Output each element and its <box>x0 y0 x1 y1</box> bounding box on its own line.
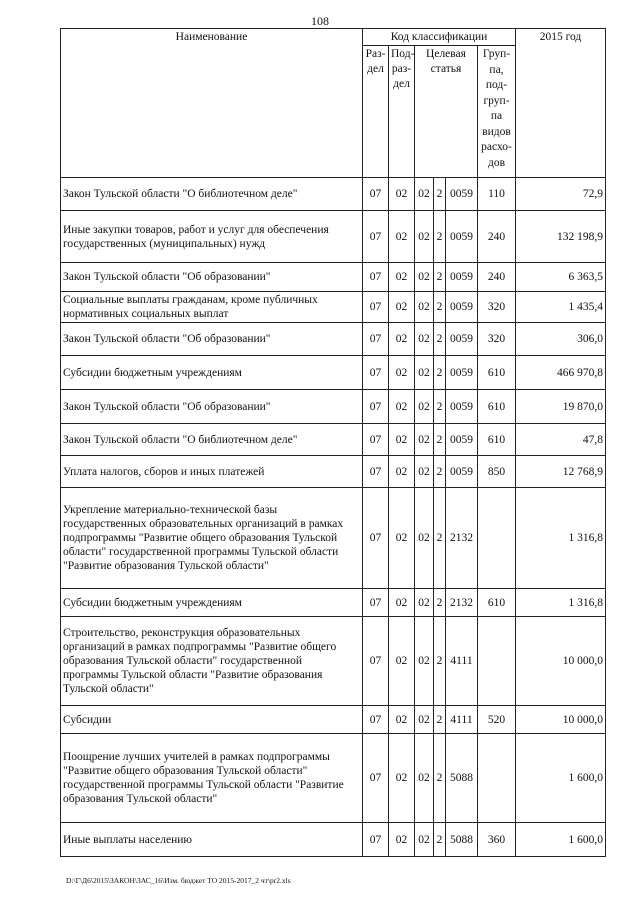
table-row <box>61 734 606 823</box>
row-amount: 47,8 <box>516 424 606 456</box>
row-target-1: 02 <box>415 706 434 734</box>
row-group: 320 <box>478 292 516 323</box>
row-subsection: 02 <box>389 211 415 263</box>
row-section: 07 <box>363 589 389 617</box>
row-group: 610 <box>478 356 516 390</box>
row-target-3: 5088 <box>446 823 478 857</box>
row-name: Строительство, реконструкция образовательных организаций в рамках подпрограммы "Развитие общего образования Тульской области" государственной программы Тульской области "Развитие образования Тульской области" <box>61 617 363 706</box>
table-row <box>61 211 606 263</box>
row-target-1: 02 <box>415 456 434 488</box>
row-target-1: 02 <box>415 323 434 356</box>
header-code: Код классификации <box>363 29 516 46</box>
row-subsection: 02 <box>389 390 415 424</box>
row-section: 07 <box>363 390 389 424</box>
row-section: 07 <box>363 617 389 706</box>
row-name: Уплата налогов, сборов и иных платежей <box>61 456 363 488</box>
row-amount: 19 870,0 <box>516 390 606 424</box>
row-target-2: 2 <box>434 323 446 356</box>
table-row <box>61 488 606 589</box>
row-target-3: 5088 <box>446 734 478 823</box>
row-group: 610 <box>478 390 516 424</box>
row-target-1: 02 <box>415 734 434 823</box>
row-group: 240 <box>478 263 516 292</box>
row-target-2: 2 <box>434 589 446 617</box>
row-name: Поощрение лучших учителей в рамках подпрограммы "Развитие общего образования Тульской области" государственной программы Тульской области "Развитие образования Тульской области" <box>61 734 363 823</box>
row-group <box>478 617 516 706</box>
row-target-3: 0059 <box>446 356 478 390</box>
row-amount: 466 970,8 <box>516 356 606 390</box>
row-target-2: 2 <box>434 734 446 823</box>
row-name: Закон Тульской области "Об образовании" <box>61 263 363 292</box>
row-group: 520 <box>478 706 516 734</box>
row-amount: 72,9 <box>516 178 606 211</box>
row-target-3: 0059 <box>446 390 478 424</box>
row-target-3: 0059 <box>446 456 478 488</box>
row-amount: 132 198,9 <box>516 211 606 263</box>
row-amount: 1 600,0 <box>516 823 606 857</box>
row-name: Укрепление материально-технической базы государственных образовательных организаций в рамках подпрограммы "Развитие общего образования Тульской области" государственной программы Тульской области "Развитие образования Тульской области" <box>61 488 363 589</box>
row-section: 07 <box>363 706 389 734</box>
row-section: 07 <box>363 263 389 292</box>
row-subsection: 02 <box>389 456 415 488</box>
row-target-3: 0059 <box>446 211 478 263</box>
row-name: Субсидии <box>61 706 363 734</box>
row-target-2: 2 <box>434 706 446 734</box>
row-subsection: 02 <box>389 323 415 356</box>
row-name: Социальные выплаты гражданам, кроме публичных нормативных социальных выплат <box>61 292 363 323</box>
row-group: 110 <box>478 178 516 211</box>
table-row <box>61 456 606 488</box>
row-target-1: 02 <box>415 390 434 424</box>
row-target-1: 02 <box>415 292 434 323</box>
table-row <box>61 617 606 706</box>
table-row <box>61 706 606 734</box>
table-row <box>61 390 606 424</box>
row-amount: 1 316,8 <box>516 589 606 617</box>
row-group: 610 <box>478 589 516 617</box>
row-target-1: 02 <box>415 263 434 292</box>
row-target-1: 02 <box>415 488 434 589</box>
row-target-2: 2 <box>434 178 446 211</box>
row-subsection: 02 <box>389 178 415 211</box>
row-name: Закон Тульской области "Об образовании" <box>61 323 363 356</box>
header-name: Наименование <box>61 29 363 178</box>
row-target-1: 02 <box>415 424 434 456</box>
row-name: Закон Тульской области "Об образовании" <box>61 390 363 424</box>
header-section: Раз- дел <box>363 46 389 178</box>
header-year: 2015 год <box>516 29 606 178</box>
row-amount: 6 363,5 <box>516 263 606 292</box>
row-group: 610 <box>478 424 516 456</box>
table-row <box>61 589 606 617</box>
row-section: 07 <box>363 292 389 323</box>
table-body <box>61 178 606 857</box>
table-row <box>61 424 606 456</box>
row-target-2: 2 <box>434 356 446 390</box>
row-target-2: 2 <box>434 263 446 292</box>
table-row <box>61 323 606 356</box>
row-subsection: 02 <box>389 617 415 706</box>
row-subsection: 02 <box>389 823 415 857</box>
row-section: 07 <box>363 823 389 857</box>
row-target-3: 4111 <box>446 617 478 706</box>
row-target-2: 2 <box>434 390 446 424</box>
row-target-1: 02 <box>415 617 434 706</box>
row-subsection: 02 <box>389 292 415 323</box>
row-subsection: 02 <box>389 589 415 617</box>
row-section: 07 <box>363 424 389 456</box>
row-group: 850 <box>478 456 516 488</box>
table-header <box>61 29 606 178</box>
row-name: Закон Тульской области "О библиотечном деле" <box>61 178 363 211</box>
row-group <box>478 488 516 589</box>
row-target-1: 02 <box>415 178 434 211</box>
header-subsection: Под- раз- дел <box>389 46 415 178</box>
row-section: 07 <box>363 323 389 356</box>
row-amount: 1 316,8 <box>516 488 606 589</box>
table-row <box>61 356 606 390</box>
row-section: 07 <box>363 211 389 263</box>
row-amount: 10 000,0 <box>516 706 606 734</box>
header-group: Груп- па, под- груп- па видов расхо- дов <box>478 46 516 178</box>
row-target-3: 0059 <box>446 424 478 456</box>
row-target-2: 2 <box>434 488 446 589</box>
table-row <box>61 178 606 211</box>
row-target-3: 0059 <box>446 263 478 292</box>
row-target-3: 0059 <box>446 323 478 356</box>
row-amount: 1 600,0 <box>516 734 606 823</box>
row-section: 07 <box>363 488 389 589</box>
row-target-3: 0059 <box>446 292 478 323</box>
row-subsection: 02 <box>389 706 415 734</box>
table-row <box>61 823 606 857</box>
row-name: Иные закупки товаров, работ и услуг для обеспечения государственных (муниципальных) нужд <box>61 211 363 263</box>
row-target-1: 02 <box>415 823 434 857</box>
row-target-2: 2 <box>434 424 446 456</box>
row-target-1: 02 <box>415 589 434 617</box>
row-subsection: 02 <box>389 488 415 589</box>
row-name: Субсидии бюджетным учреждениям <box>61 356 363 390</box>
row-target-2: 2 <box>434 823 446 857</box>
row-target-3: 0059 <box>446 178 478 211</box>
row-subsection: 02 <box>389 263 415 292</box>
row-name: Закон Тульской области "О библиотечном деле" <box>61 424 363 456</box>
row-name: Иные выплаты населению <box>61 823 363 857</box>
row-amount: 306,0 <box>516 323 606 356</box>
row-subsection: 02 <box>389 356 415 390</box>
row-amount: 12 768,9 <box>516 456 606 488</box>
row-name: Субсидии бюджетным учреждениям <box>61 589 363 617</box>
row-target-1: 02 <box>415 356 434 390</box>
row-target-2: 2 <box>434 292 446 323</box>
table-row <box>61 292 606 323</box>
row-group: 320 <box>478 323 516 356</box>
page-number: 108 <box>311 14 329 28</box>
row-amount: 1 435,4 <box>516 292 606 323</box>
row-target-3: 2132 <box>446 589 478 617</box>
row-group: 240 <box>478 211 516 263</box>
row-amount: 10 000,0 <box>516 617 606 706</box>
row-subsection: 02 <box>389 424 415 456</box>
budget-table <box>60 28 606 857</box>
file-path-footer: D:\Г\Д6\2015\ЗАКОН\ЗАС_16\Изм. бюджет ТО 2015-2017_2 чт\pr2.xls <box>66 876 291 885</box>
row-section: 07 <box>363 178 389 211</box>
header-target: Целевая статья <box>415 46 478 178</box>
row-subsection: 02 <box>389 734 415 823</box>
row-target-2: 2 <box>434 211 446 263</box>
row-section: 07 <box>363 734 389 823</box>
row-group <box>478 734 516 823</box>
table-row <box>61 263 606 292</box>
row-target-3: 2132 <box>446 488 478 589</box>
row-target-2: 2 <box>434 617 446 706</box>
row-target-3: 4111 <box>446 706 478 734</box>
row-target-2: 2 <box>434 456 446 488</box>
row-section: 07 <box>363 456 389 488</box>
row-target-1: 02 <box>415 211 434 263</box>
row-group: 360 <box>478 823 516 857</box>
row-section: 07 <box>363 356 389 390</box>
